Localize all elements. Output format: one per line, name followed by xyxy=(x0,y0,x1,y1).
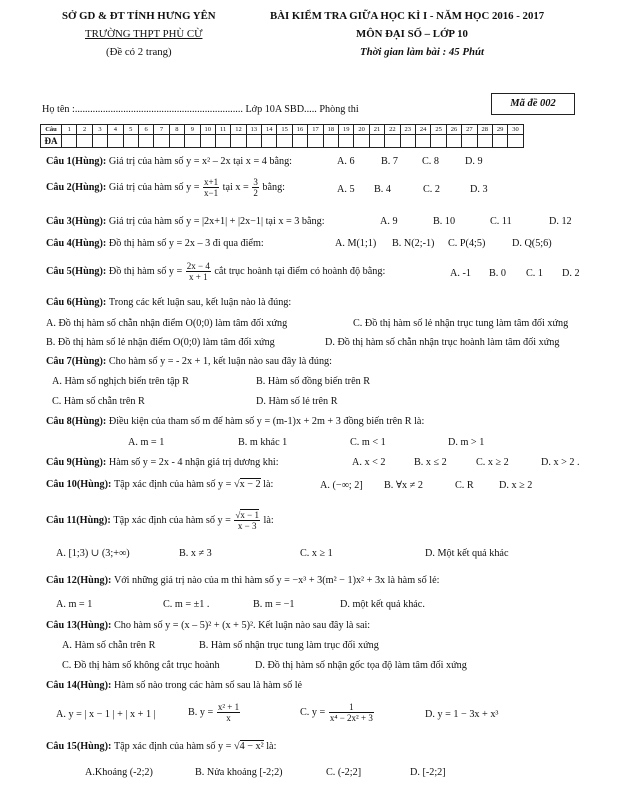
question-6 xyxy=(46,297,291,308)
answer-cell[interactable] xyxy=(308,135,323,148)
grid-number: 7 xyxy=(154,125,169,135)
fraction: $\frac{3}{2}$ xyxy=(253,177,258,198)
answer-cell[interactable] xyxy=(385,135,400,148)
question-text: Cho hàm số y = (x – 5)² + (x + 5)². Kết luận nào sau đây là sai: xyxy=(113,620,371,631)
answer-cell[interactable] xyxy=(246,135,261,148)
answer-cell[interactable] xyxy=(292,135,307,148)
option-text: B. y = xyxy=(188,706,214,718)
option-c[interactable]: C. 1 xyxy=(526,268,543,279)
option-a[interactable]: A. 9 xyxy=(380,216,398,227)
option-a[interactable]: A. m = 1 xyxy=(56,599,93,610)
option-a[interactable]: A. 5 xyxy=(337,184,355,195)
question-text: Tập xác định của hàm số y = xyxy=(113,741,232,752)
grid-number: 16 xyxy=(292,125,307,135)
question-text: Hàm số nào trong các hàm số sau là hàm số lẻ xyxy=(113,680,303,691)
question-text: Đồ thị hàm số y = 2x – 3 đi qua điểm: xyxy=(108,238,264,249)
answer-cell[interactable] xyxy=(169,135,184,148)
page-count-note: (Đề có 2 trang) xyxy=(106,46,172,58)
school-name: TRƯỜNG THPT PHÙ CỪ xyxy=(85,28,203,40)
question-text: là: xyxy=(263,479,274,490)
option-b[interactable]: B. ∀x ≠ 2 xyxy=(384,480,423,491)
answer-cell[interactable] xyxy=(477,135,492,148)
answer-cell[interactable] xyxy=(77,135,92,148)
grid-number: 1 xyxy=(62,125,77,135)
answer-cell[interactable] xyxy=(154,135,169,148)
fraction: $\frac{x+1}{x-1}$ xyxy=(204,177,219,198)
answer-cell[interactable] xyxy=(123,135,138,148)
exam-title: BÀI KIỂM TRA GIỮA HỌC KÌ I - NĂM HỌC 2016 - 2017 xyxy=(270,10,545,22)
option-d[interactable]: D. Đồ thị hàm số nhận gốc tọa độ làm tâm đối xứng xyxy=(255,660,467,671)
grid-number: 27 xyxy=(462,125,477,135)
option-b[interactable]: B. m = −1 xyxy=(253,599,295,610)
grid-number: 18 xyxy=(323,125,338,135)
option-b[interactable]: B. x ≠ 3 xyxy=(179,548,212,559)
question-5 xyxy=(46,261,385,282)
option-d[interactable]: D. [-2;2] xyxy=(410,767,446,778)
answer-cell[interactable] xyxy=(446,135,461,148)
option-c[interactable]: C. 2 xyxy=(423,184,440,195)
option-b[interactable]: B. Đồ thị hàm số lẻ nhận điểm O(0;0) làm tâm đối xứng xyxy=(46,337,275,348)
option-b[interactable] xyxy=(188,702,241,723)
answer-cell[interactable] xyxy=(262,135,277,148)
option-a[interactable]: A. y = | x − 1 | + | x + 1 | xyxy=(56,709,156,720)
grid-number: 26 xyxy=(446,125,461,135)
question-text: tại x = xyxy=(222,181,249,193)
question-text: Tập xác định của hàm số y = xyxy=(113,514,231,526)
question-7 xyxy=(46,356,332,367)
question-13 xyxy=(46,620,370,631)
option-d[interactable]: D. 3 xyxy=(470,184,488,195)
option-d[interactable]: D. một kết quả khác. xyxy=(340,599,425,610)
answer-cell[interactable] xyxy=(62,135,77,148)
question-text: Với những giá trị nào của m thì hàm số y = −x³ + 3(m² − 1)x² + 3x là hàm số lẻ: xyxy=(113,575,440,586)
question-label: Câu 4(Hùng): xyxy=(46,238,109,249)
option-c[interactable]: C. (-2;2] xyxy=(326,767,362,778)
option-d[interactable]: D. Đồ thị hàm số chẵn nhận trục hoành làm tâm đối xứng xyxy=(325,337,560,348)
question-text: Hàm số y = 2x - 4 nhận giá trị dương khi: xyxy=(108,457,279,468)
question-label: Câu 7(Hùng): xyxy=(46,356,109,367)
answer-cell[interactable] xyxy=(400,135,415,148)
option-c[interactable]: C. x ≥ 1 xyxy=(300,548,333,559)
question-3 xyxy=(46,216,325,227)
answer-cell[interactable] xyxy=(277,135,292,148)
option-d[interactable]: D. Một kết quả khác xyxy=(425,548,509,559)
question-label: Câu 9(Hùng): xyxy=(46,457,109,468)
grid-number: 12 xyxy=(231,125,246,135)
option-a[interactable]: A. M(1;1) xyxy=(335,238,377,249)
question-11 xyxy=(46,510,274,531)
answer-cell[interactable] xyxy=(492,135,507,148)
answer-cell[interactable] xyxy=(92,135,107,148)
grid-number: 10 xyxy=(200,125,215,135)
option-c[interactable]: C. 8 xyxy=(422,156,439,167)
grid-number: 25 xyxy=(431,125,446,135)
question-label: Câu 6(Hùng): xyxy=(46,297,109,308)
fraction: $\frac{1}{\text{x⁴ − 2x² + 3}}$ xyxy=(329,702,373,723)
option-a[interactable]: A. (−∞; 2] xyxy=(320,480,363,491)
subject-title: MÔN ĐẠI SỐ – LỚP 10 xyxy=(356,28,468,40)
question-text: bằng: xyxy=(262,181,285,193)
option-b[interactable]: B. Hàm số đồng biến trên R xyxy=(256,376,371,387)
square-root: √x − 2 xyxy=(233,479,261,490)
option-d[interactable]: D. 2 xyxy=(562,268,580,279)
grid-number: 19 xyxy=(339,125,354,135)
grid-number: 3 xyxy=(92,125,107,135)
option-d[interactable]: D. m > 1 xyxy=(448,437,485,448)
option-a[interactable]: A.Khoảng (-2;2) xyxy=(85,767,153,778)
question-10 xyxy=(46,479,273,490)
option-b[interactable]: B. N(2;-1) xyxy=(392,238,435,249)
fraction: $\frac{2x - 4}{x + 1}$ xyxy=(186,261,210,282)
answer-cell[interactable] xyxy=(431,135,446,148)
answer-cell[interactable] xyxy=(231,135,246,148)
question-label: Câu 10(Hùng): xyxy=(46,479,114,490)
question-label: Câu 15(Hùng): xyxy=(46,741,114,752)
grid-number: 8 xyxy=(169,125,184,135)
question-text: Cho hàm số y = - 2x + 1, kết luận nào sau đây là đúng: xyxy=(108,356,332,367)
option-c[interactable]: C. R xyxy=(455,480,474,491)
fraction: $\frac{√x - 1}{x - 3}$ xyxy=(235,510,259,531)
question-text: là: xyxy=(266,741,277,752)
question-text: Đồ thị hàm số y = xyxy=(108,265,183,277)
answer-cell[interactable] xyxy=(185,135,200,148)
question-label: Câu 2(Hùng): xyxy=(46,181,109,193)
question-text: Giá trị của hàm số y = |2x+1| + |2x−1| tại x = 3 bằng: xyxy=(108,216,325,227)
grid-row-label: Câu xyxy=(41,125,62,135)
question-4 xyxy=(46,238,264,249)
question-label: Câu 3(Hùng): xyxy=(46,216,109,227)
grid-number: 6 xyxy=(138,125,153,135)
option-b[interactable]: B. 10 xyxy=(433,216,456,227)
grid-number: 28 xyxy=(477,125,492,135)
option-d[interactable]: D. 12 xyxy=(549,216,572,227)
question-text: Tập xác định của hàm số y = xyxy=(113,479,232,490)
fraction: $\frac{\text{x² + 1}}{x}$ xyxy=(217,702,240,723)
question-label: Câu 14(Hùng): xyxy=(46,680,114,691)
answer-cell[interactable] xyxy=(415,135,430,148)
answer-cell[interactable] xyxy=(462,135,477,148)
grid-number: 21 xyxy=(369,125,384,135)
option-a[interactable]: A. m = 1 xyxy=(128,437,165,448)
question-label: Câu 1(Hùng): xyxy=(46,156,109,167)
option-a[interactable]: A. Đồ thị hàm số chẵn nhận điểm O(0;0) làm tâm đối xứng xyxy=(46,318,288,329)
option-b[interactable]: B. x ≤ 2 xyxy=(414,457,447,468)
option-c[interactable]: C. P(4;5) xyxy=(448,238,486,249)
question-label: Câu 12(Hùng): xyxy=(46,575,114,586)
option-b[interactable]: B. 0 xyxy=(489,268,506,279)
option-b[interactable]: B. m khác 1 xyxy=(238,437,288,448)
question-1 xyxy=(46,156,292,167)
option-c[interactable]: C. Hàm số chẵn trên R xyxy=(52,396,145,407)
answer-cell[interactable] xyxy=(354,135,369,148)
question-8 xyxy=(46,416,424,427)
question-label: Câu 13(Hùng): xyxy=(46,620,114,631)
option-a[interactable]: A. -1 xyxy=(450,268,471,279)
grid-number: 24 xyxy=(415,125,430,135)
dept-name: SỞ GD & ĐT TỈNH HƯNG YÊN xyxy=(62,10,216,22)
grid-number: 11 xyxy=(215,125,230,135)
grid-number: 23 xyxy=(400,125,415,135)
option-b[interactable]: B. Nửa khoảng [-2;2) xyxy=(195,767,283,778)
option-b[interactable]: B. Hàm số nhận trục tung làm trục đối xứng xyxy=(199,640,379,651)
grid-number: 17 xyxy=(308,125,323,135)
option-b[interactable]: B. 7 xyxy=(381,156,398,167)
question-text: Điều kiện của tham số m để hàm số y = (m-1)x + 2m + 3 đồng biến trên R là: xyxy=(108,416,425,427)
answer-cell[interactable] xyxy=(323,135,338,148)
option-d[interactable]: D. Q(5;6) xyxy=(512,238,552,249)
option-d[interactable]: D. Hàm số lẻ trên R xyxy=(256,396,338,407)
answer-cell[interactable] xyxy=(508,135,523,148)
grid-number: 5 xyxy=(123,125,138,135)
question-label: Câu 8(Hùng): xyxy=(46,416,109,427)
option-text: C. y = xyxy=(300,706,326,718)
question-text: Trong các kết luận sau, kết luận nào là đúng: xyxy=(108,297,292,308)
option-a[interactable]: A. x < 2 xyxy=(352,457,386,468)
square-root: √4 − x² xyxy=(233,741,264,752)
option-c[interactable]: C. m < 1 xyxy=(350,437,386,448)
grid-number: 20 xyxy=(354,125,369,135)
answer-cell[interactable] xyxy=(369,135,384,148)
answer-grid-answer-row xyxy=(41,135,524,148)
student-info-line: Họ tên :.................................................................. Lớp 10A SBD..... Phòng thi xyxy=(42,104,359,115)
option-c[interactable]: C. 11 xyxy=(490,216,512,227)
option-d[interactable]: D. x ≥ 2 xyxy=(499,480,533,491)
exam-code-box: Mã đề 002 xyxy=(491,93,575,115)
option-c[interactable] xyxy=(300,702,375,723)
question-9 xyxy=(46,457,279,468)
option-a[interactable]: A. 6 xyxy=(337,156,355,167)
grid-number: 13 xyxy=(246,125,261,135)
grid-number: 9 xyxy=(185,125,200,135)
question-text: cắt trục hoành tại điểm có hoành độ bằng: xyxy=(214,265,386,277)
grid-number: 14 xyxy=(262,125,277,135)
option-d[interactable]: D. y = 1 − 3x + x³ xyxy=(425,709,499,720)
grid-number: 30 xyxy=(508,125,523,135)
grid-number: 15 xyxy=(277,125,292,135)
grid-number: 22 xyxy=(385,125,400,135)
option-b[interactable]: B. 4 xyxy=(374,184,391,195)
question-label: Câu 11(Hùng): xyxy=(46,514,114,526)
question-label: Câu 5(Hùng): xyxy=(46,265,109,277)
answer-grid xyxy=(40,124,524,148)
grid-number: 2 xyxy=(77,125,92,135)
answer-cell[interactable] xyxy=(215,135,230,148)
question-2 xyxy=(46,177,285,198)
question-text: Giá trị của hàm số y = x² – 2x tại x = 4 bằng: xyxy=(108,156,293,167)
answer-cell[interactable] xyxy=(200,135,215,148)
question-15 xyxy=(46,741,276,752)
answer-cell[interactable] xyxy=(138,135,153,148)
answer-grid-number-row xyxy=(41,125,524,135)
option-c[interactable]: C. m = ±1 . xyxy=(163,599,210,610)
option-a[interactable]: A. Hàm số chẵn trên R xyxy=(62,640,156,651)
question-12 xyxy=(46,575,439,586)
option-a[interactable]: A. Hàm số nghịch biến trên tập R xyxy=(52,376,189,387)
option-c[interactable]: C. x ≥ 2 xyxy=(476,457,509,468)
question-14 xyxy=(46,680,302,691)
option-d[interactable]: D. 9 xyxy=(465,156,483,167)
grid-row-label: ĐA xyxy=(41,135,62,148)
answer-cell[interactable] xyxy=(108,135,123,148)
option-d[interactable]: D. x > 2 . xyxy=(541,457,580,468)
option-a[interactable]: A. [1;3) ∪ (3;+∞) xyxy=(56,548,130,559)
answer-cell[interactable] xyxy=(339,135,354,148)
question-text: là: xyxy=(263,514,274,526)
question-text: Giá trị của hàm số y = xyxy=(108,181,200,193)
option-c[interactable]: C. Đồ thị hàm số không cắt trục hoành xyxy=(62,660,220,671)
time-limit: Thời gian làm bài : 45 Phút xyxy=(360,46,484,58)
grid-number: 4 xyxy=(108,125,123,135)
grid-number: 29 xyxy=(492,125,507,135)
option-c[interactable]: C. Đồ thị hàm số lẻ nhận trục tung làm tâm đối xứng xyxy=(353,318,569,329)
